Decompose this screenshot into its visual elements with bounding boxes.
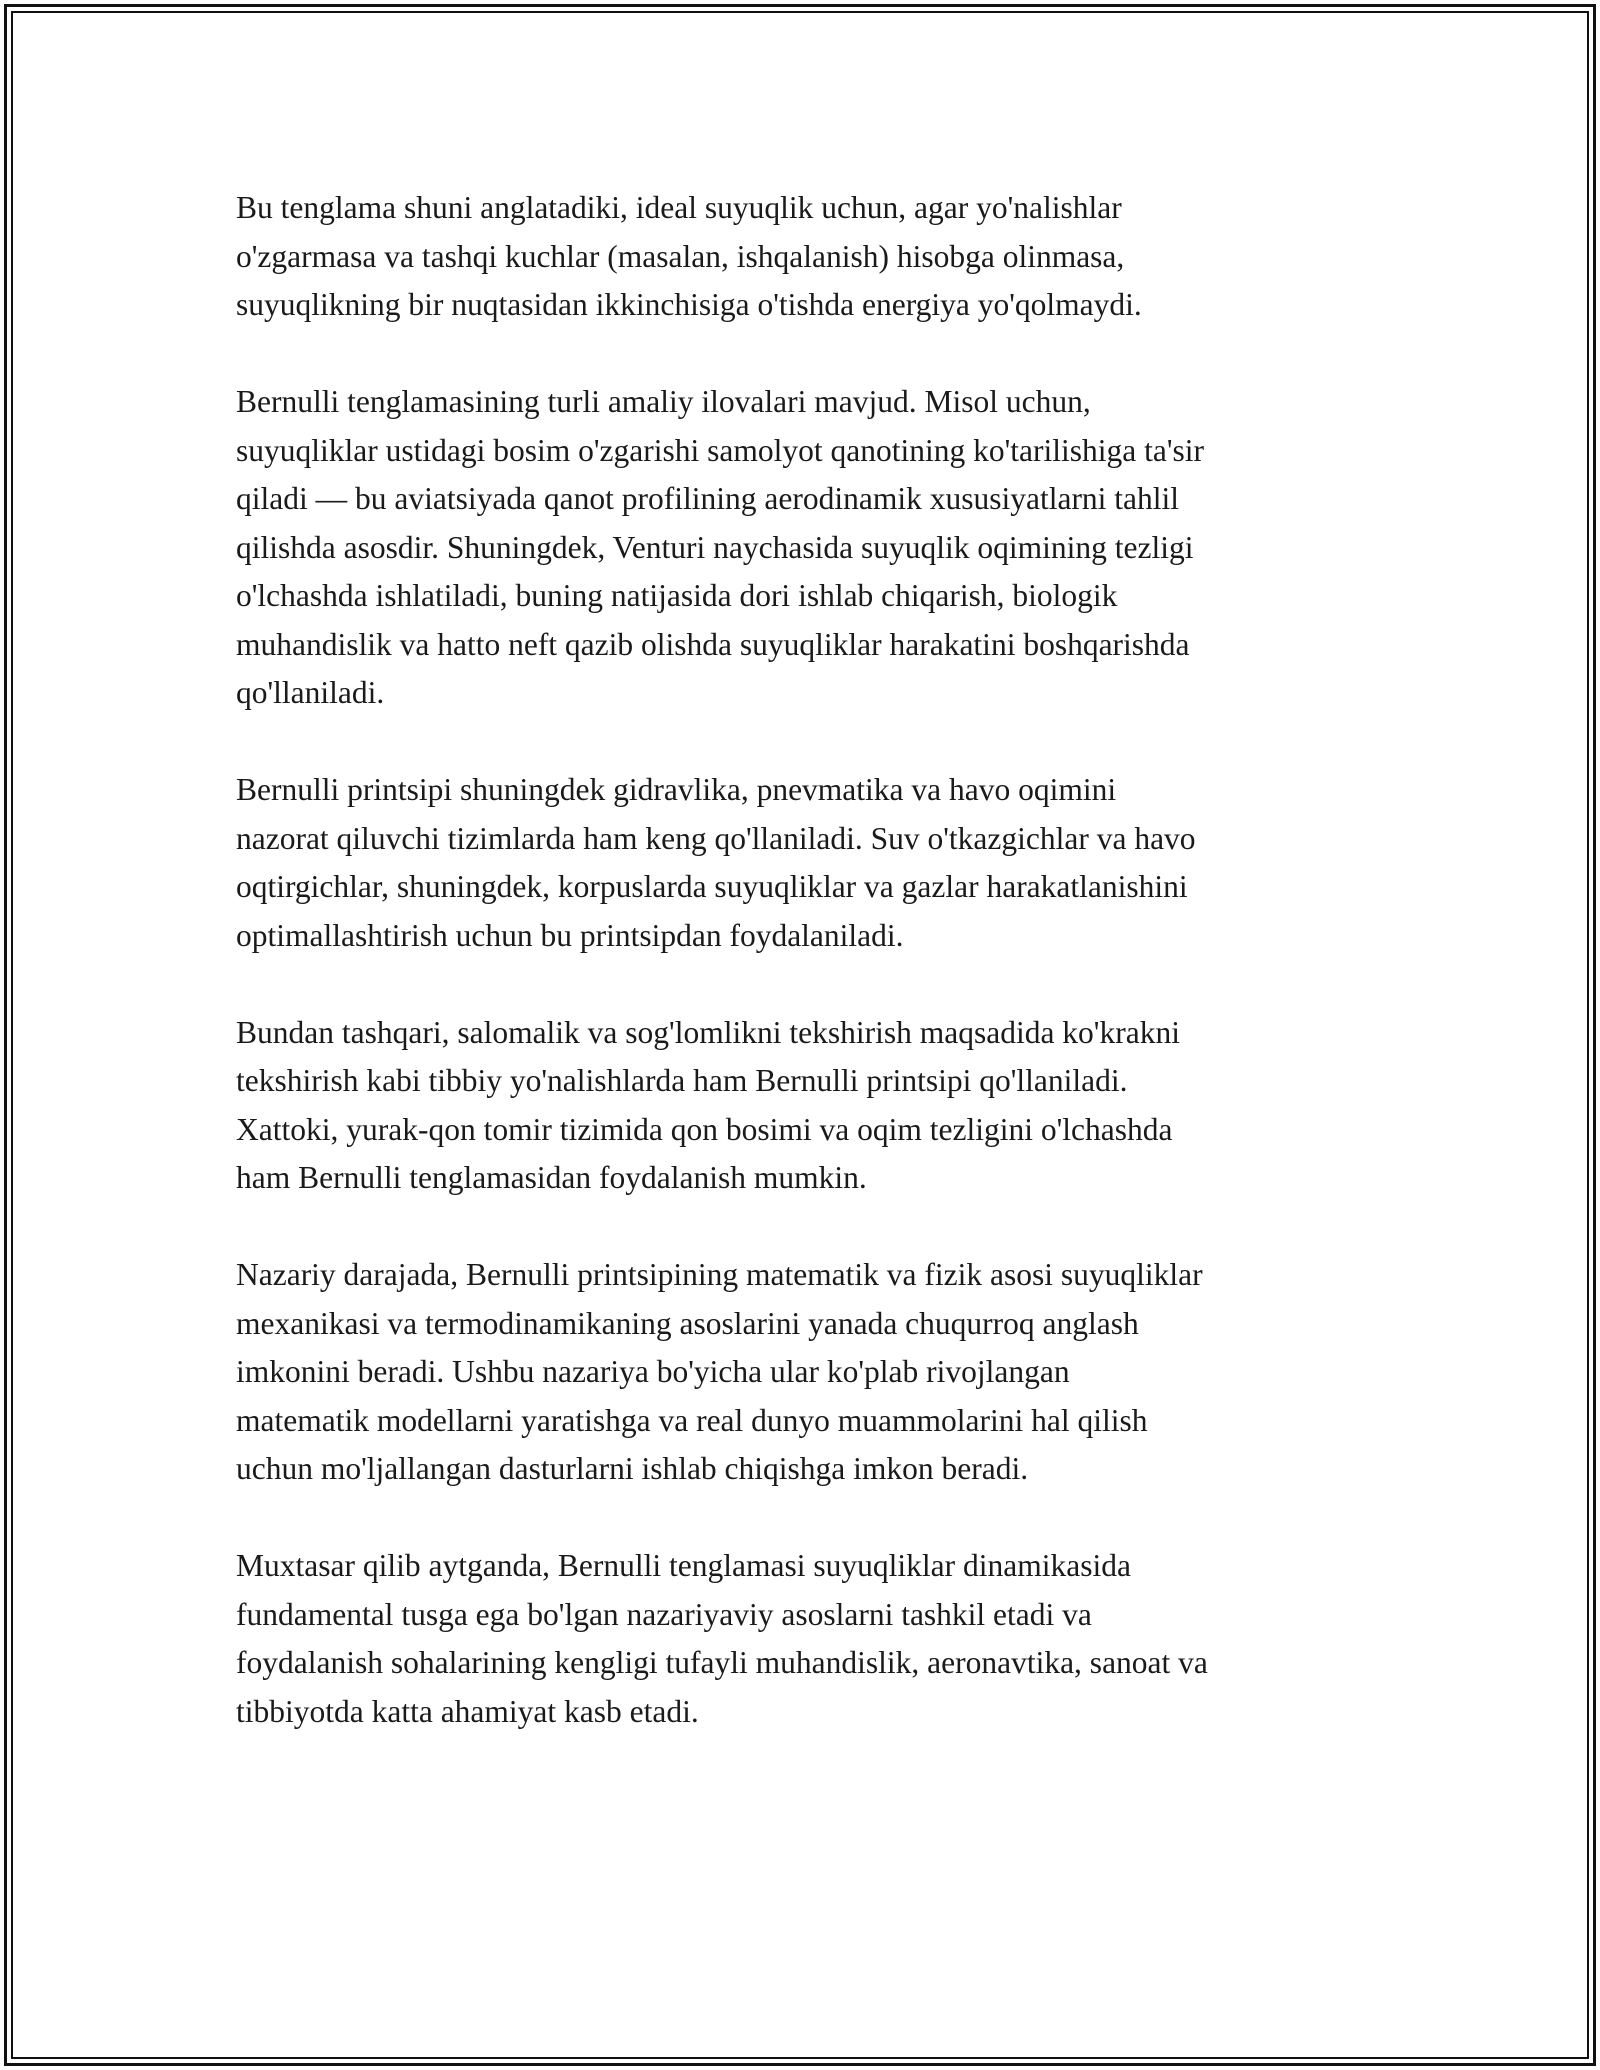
- document-body: [236, 184, 1386, 1785]
- paragraph-1: Bu tenglama shuni anglatadiki, ideal suyuqlik uchun, agar yo'nalishlar o'zgarmasa va tashqi kuchlar (masalan, ishqalanish) hisobga olinmasa, suyuqlikning bir nuqtasidan ikkinchisiga o'tishda energiya yo'qolmaydi.: [236, 190, 1142, 322]
- paragraph-5: Nazariy darajada, Bernulli printsipining matematik va fizik asosi suyuqliklar mexanikasi va termodinamikaning asoslarini yanada chuqurroq anglash imkonini beradi. Ushbu nazariya bo'yicha ular ko'plab rivojlangan matematik modellarni yaratishga va real dunyo muammolarini hal qilish uchun mo'ljallangan dasturlarni ishlab chiqishga imkon beradi.: [236, 1257, 1203, 1486]
- paragraph-6: Muxtasar qilib aytganda, Bernulli tenglamasi suyuqliklar dinamikasida fundamental tusga ega bo'lgan nazariyaviy asoslarni tashkil etadi va foydalanish sohalarining kengligi tufayli muhandislik, aeronavtika, sanoat va tibbiyotda katta ahamiyat kasb etadi.: [236, 1548, 1208, 1729]
- paragraph-4: Bundan tashqari, salomalik va sog'lomlikni tekshirish maqsadida ko'krakni tekshirish kabi tibbiy yo'nalishlarda ham Bernulli printsipi qo'llaniladi. Xattoki, yurak-qon tomir tizimida qon bosimi va oqim tezligini o'lchashda ham Bernulli tenglamasidan foydalanish mumkin.: [236, 1014, 1180, 1195]
- paragraph-2: Bernulli tenglamasining turli amaliy ilovalari mavjud. Misol uchun, suyuqliklar ustidagi bosim o'zgarishi samolyot qanotining ko'tarilishiga ta'sir qiladi — bu aviatsiyada qanot profilining aerodinamik xususiyatlarni tahlil qilishda asosdir. Shuningdek, Venturi naychasida suyuqlik oqimining tezligi o'lchashda ishlatiladi, buning natijasida dori ishlab chiqarish, biologik muhandislik va hatto neft qazib olishda suyuqliklar harakatini boshqarishda qo'llaniladi.: [236, 384, 1205, 710]
- paragraph-3: Bernulli printsipi shuningdek gidravlika, pnevmatika va havo oqimini nazorat qiluvchi tizimlarda ham keng qo'llaniladi. Suv o'tkazgichlar va havo oqtirgichlar, shuningdek, korpuslarda suyuqliklar va gazlar harakatlanishini optimallashtirish uchun bu printsipdan foydalaniladi.: [236, 772, 1196, 953]
